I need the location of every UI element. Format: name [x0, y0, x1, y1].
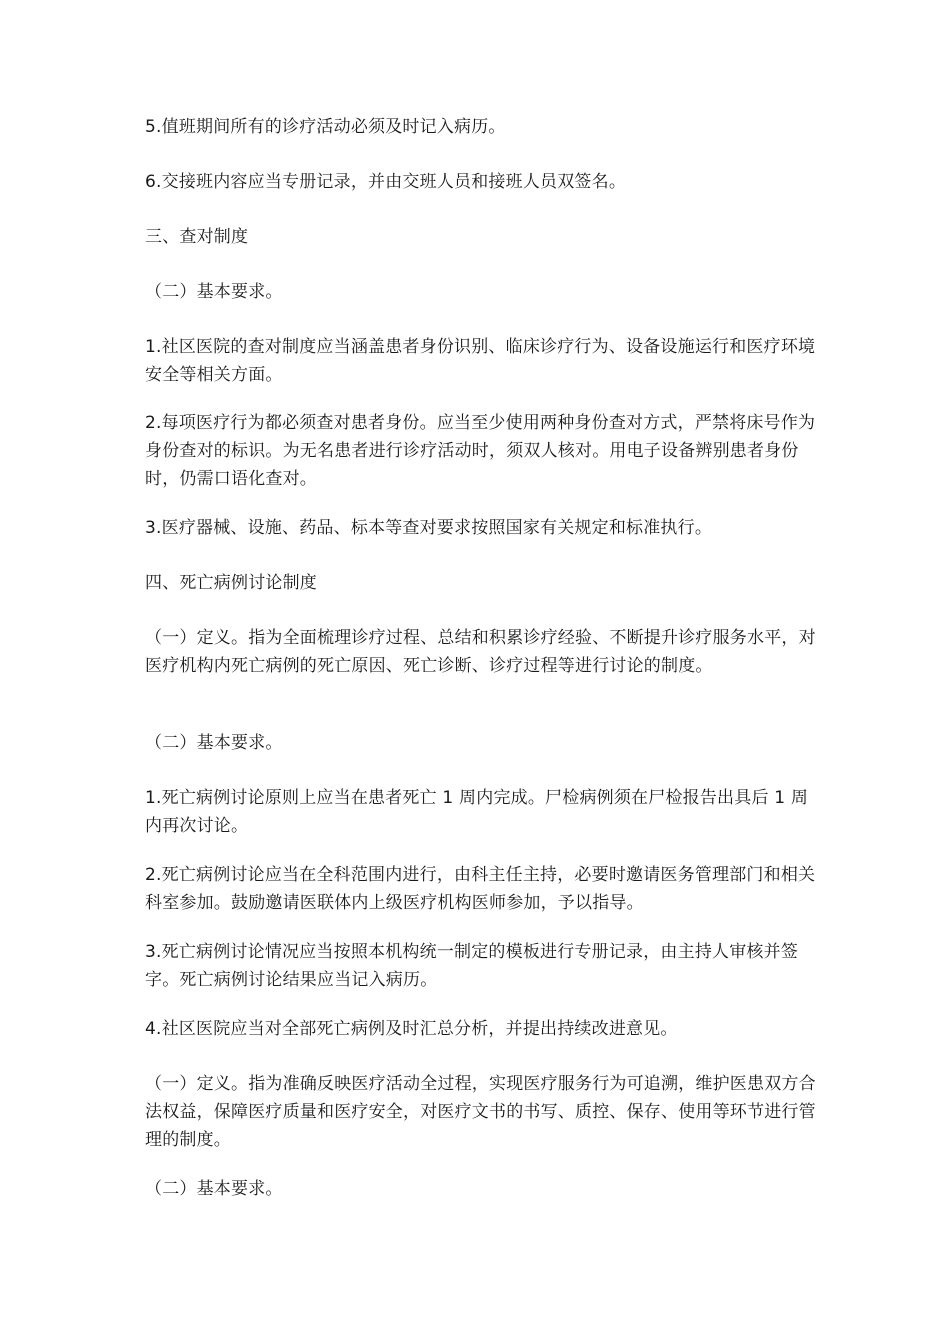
subheading-basic-requirements-3: （二）基本要求。: [145, 1179, 283, 1199]
paragraph-4-summary-analysis: 4.社区医院应当对全部死亡病例及时汇总分析，并提出持续改进意见。: [145, 1019, 678, 1039]
paragraph-1-discussion-timing: 1.死亡病例讨论原则上应当在患者死亡 1 周内完成。尸检病例须在尸检报告出具后 1 周内再次讨论。: [145, 788, 809, 836]
subheading-basic-requirements-2: （二）基本要求。: [145, 733, 283, 753]
section-heading-verification: 三、查对制度: [145, 227, 249, 247]
paragraph-6-handover-records: 6.交接班内容应当专册记录，并由交班人员和接班人员双签名。: [145, 172, 627, 192]
paragraph-definition-medical-records: （一）定义。指为准确反映医疗活动全过程，实现医疗服务行为可追溯，维护医患双方合法权益，保障医疗质量和医疗安全，对医疗文书的书写、质控、保存、使用等环节进行管理的制度。: [145, 1074, 816, 1150]
paragraph-definition-death-discussion: （一）定义。指为全面梳理诊疗过程、总结和积累诊疗经验、不断提升诊疗服务水平，对医疗机构内死亡病例的死亡原因、死亡诊断、诊疗过程等进行讨论的制度。: [145, 628, 816, 676]
section-heading-death-case-discussion: 四、死亡病例讨论制度: [145, 573, 317, 593]
paragraph-1-verification-scope: 1.社区医院的查对制度应当涵盖患者身份识别、临床诊疗行为、设备设施运行和医疗环境安全等相关方面。: [145, 337, 816, 385]
paragraph-3-discussion-records: 3.死亡病例讨论情况应当按照本机构统一制定的模板进行专册记录，由主持人审核并签字。死亡病例讨论结果应当记入病历。: [145, 942, 799, 990]
paragraph-3-equipment-verification: 3.医疗器械、设施、药品、标本等查对要求按照国家有关规定和标准执行。: [145, 518, 713, 538]
paragraph-2-identity-verification: 2.每项医疗行为都必须查对患者身份。应当至少使用两种身份查对方式，严禁将床号作为身份查对的标识。为无名患者进行诊疗活动时，须双人核对。用电子设备辨别患者身份时，仍需口语化查对。: [145, 413, 816, 489]
paragraph-5-duty-records: 5.值班期间所有的诊疗活动必须及时记入病历。: [145, 117, 506, 137]
subheading-basic-requirements: （二）基本要求。: [145, 282, 283, 302]
paragraph-2-discussion-scope: 2.死亡病例讨论应当在全科范围内进行，由科主任主持，必要时邀请医务管理部门和相关科室参加。鼓励邀请医联体内上级医疗机构医师参加，予以指导。: [145, 865, 816, 913]
